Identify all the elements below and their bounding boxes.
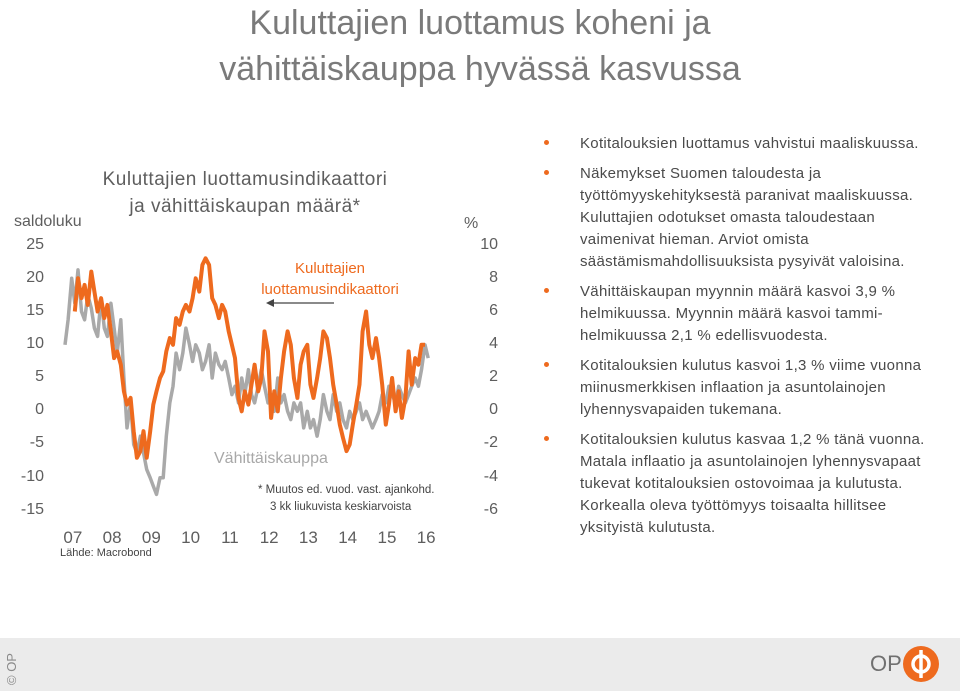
chart-title-line1: Kuluttajien luottamusindikaattori [102,169,388,190]
op-logo-icon [902,645,940,683]
chart-footnote [258,482,434,516]
right-tick: 10 [480,236,498,253]
x-tick: 13 [298,528,318,547]
right-tick: -2 [483,434,498,451]
bullet-text: Kotitalouksien kulutus kasvoi 1,3 % viime vuonna miinusmerkkisen inflaation ja asuntolainojen lyhennysvapaiden tukemana. [580,357,922,418]
right-tick: 2 [489,368,498,385]
chart-title-line2: ja vähittäiskaupan määrä* [129,196,361,217]
right-tick: 0 [489,401,498,418]
x-tick: 11 [221,528,239,547]
x-tick: 08 [102,528,122,547]
footnote-line1: * Muutos ed. vuod. vast. ajankohd. [258,484,435,496]
left-tick: 15 [26,302,44,319]
annotation-arrow-icon [266,299,334,307]
left-tick: 10 [26,335,44,352]
right-tick: 8 [489,269,498,286]
x-tick: 12 [259,528,279,547]
retail-annotation: Vähittäiskauppa [214,450,328,467]
right-tick: -6 [483,501,498,518]
bullet-item [540,163,945,273]
left-tick: 0 [35,401,44,418]
confidence-annotation-line1: Kuluttajien [294,260,366,277]
right-tick: 4 [489,335,498,352]
bullet-text: Näkemykset Suomen taloudesta ja työttömyyskehityksestä paranivat maaliskuussa. Kuluttajien odotukset omasta taloudestaan vaimenivat hieman. Arviot omista säästämismahdollisuuksista pysyivät valoisina. [580,165,914,270]
left-tick: 5 [35,368,44,385]
bullet-item [540,429,945,539]
copyright: © OP [4,653,19,685]
bullet-dot-icon [544,170,549,175]
confidence-annotation-line2: luottamusindikaattori [261,281,399,298]
x-tick: 15 [377,528,397,547]
x-tick: 16 [416,528,436,547]
left-tick: 20 [26,269,44,286]
x-tick: 10 [181,528,201,547]
bullet-text: Kotitalouksien luottamus vahvistui maaliskuussa. [580,135,919,152]
page-title: Kuluttajien luottamus koheni ja vähittäiskauppa hyvässä kasvussa [219,4,741,88]
op-logo-text: OP [870,651,902,676]
left-tick: -10 [20,468,44,485]
bullet-dot-icon [544,362,549,367]
bullet-item [540,281,945,347]
x-tick: 14 [338,528,358,547]
x-tick: 09 [141,528,161,547]
confidence-annotation [245,258,415,300]
right-tick: 6 [489,302,498,319]
bullet-dot-icon [544,288,549,293]
bullet-dot-icon [544,436,549,441]
x-tick: 07 [63,528,83,547]
left-tick: 25 [26,236,44,253]
bullet-text: Vähittäiskaupan myynnin määrä kasvoi 3,9 % helmikuussa. Myynnin määrä kasvoi tammi-helmikuussa 2,1 % edellisvuodesta. [580,283,896,344]
left-tick: -5 [29,434,44,451]
footnote-line2: 3 kk liukuvista keskiarvoista [270,501,412,513]
left-tick: -15 [20,501,44,518]
bullet-item [540,133,945,155]
right-tick: -4 [483,468,498,485]
bullet-list [540,133,945,547]
bullet-item [540,355,945,421]
footer-bar [0,638,960,691]
bullet-text: Kotitalouksien kulutus kasvaa 1,2 % tänä vuonna. Matala inflaatio ja asuntolainojen lyhennysvapaat tukevat kotitalouksien ostovoimaa ja kulutusta. Korkealla oleva työttömyys toisaalta hillitsee yksityistä kulutusta. [580,431,925,536]
right-axis-title: % [464,215,479,232]
left-axis-title: saldoluku [14,213,82,230]
bullet-dot-icon [544,140,549,145]
chart-source: Lähde: Macrobond [60,547,152,559]
